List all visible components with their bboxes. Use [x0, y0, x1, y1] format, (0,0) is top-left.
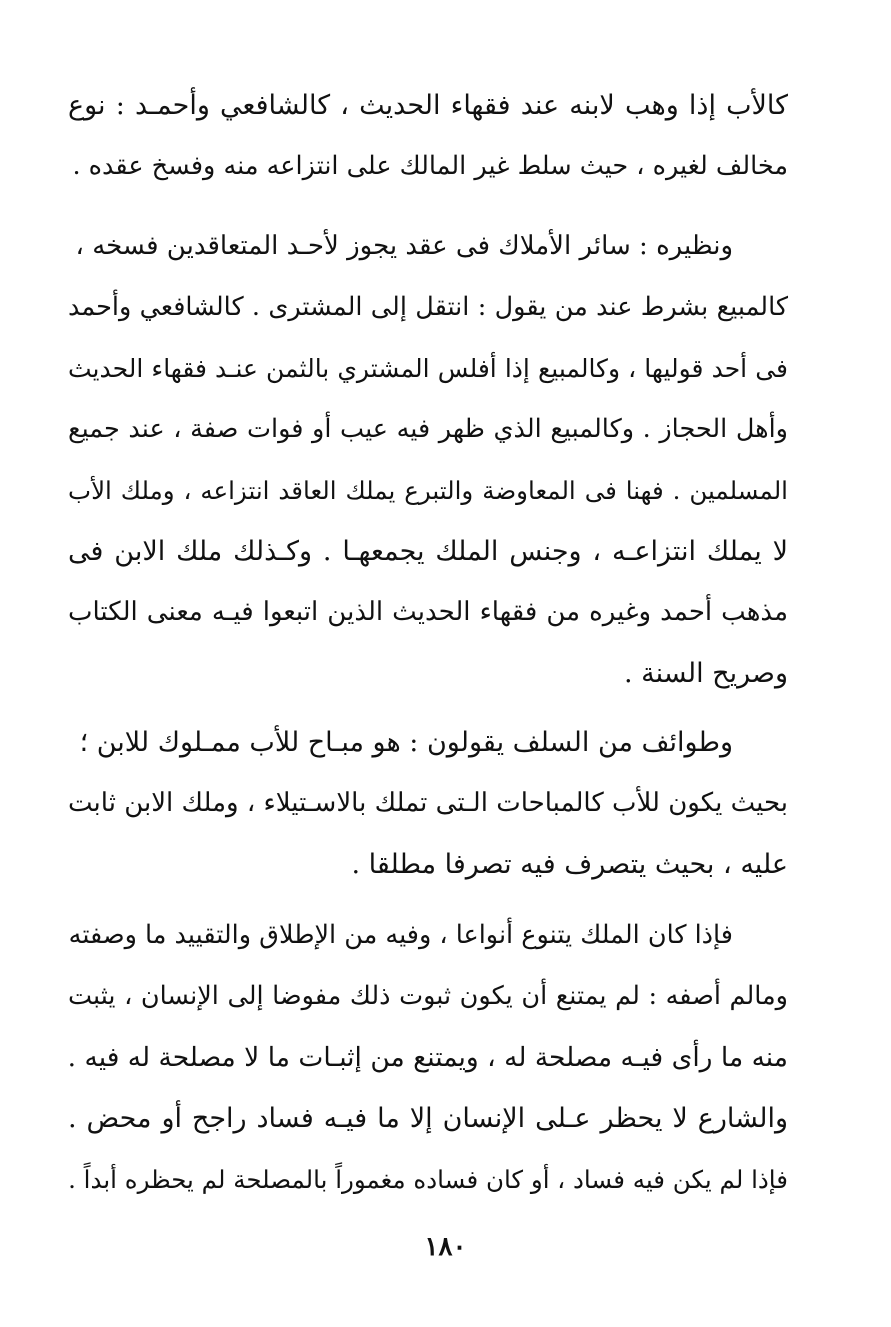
paragraph-3 — [68, 712, 788, 895]
text-line: كالأب إذا وهب لابنه عند فقهاء الحديث ، كالشافعي وأحمـد : نوع — [68, 90, 788, 121]
text-line: مخالف لغيره ، حيث سلط غير المالك على انتزاعه منه وفسخ عقده . — [72, 151, 788, 181]
text-line: فإذا كان الملك يتنوع أنواعا ، وفيه من الإطلاق والتقييد ما وصفته — [68, 920, 733, 950]
text-line: كالمبيع بشرط عند من يقول : انتقل إلى المشترى . كالشافعي وأحمد — [68, 292, 788, 322]
text-line: بحيث يكون للأب كالمباحات الـتى تملك بالاسـتيلاء ، وملك الابن ثابت — [68, 788, 788, 818]
text-line: ونظيره : سائر الأملاك فى عقد يجوز لأحـد المتعاقدين فسخه ، — [75, 231, 733, 261]
text-line: فى أحد قوليها ، وكالمبيع إذا أفلس المشتري بالثمن عنـد فقهاء الحديث — [68, 354, 788, 383]
text-line: والشارع لا يحظر عـلى الإنسان إلا ما فيـه فساد راجح أو محض . — [68, 1103, 788, 1134]
text-line: وأهل الحجاز . وكالمبيع الذي ظهر فيه عيب أو فوات صفة ، عند جميع — [68, 414, 788, 444]
text-line: عليه ، بحيث يتصرف فيه تصرفا مطلقا . — [351, 849, 788, 880]
text-line: منه ما رأى فيـه مصلحة له ، ويمتنع من إثبـات ما لا مصلحة له فيه . — [67, 1042, 788, 1073]
text-line: فإذا لم يكن فيه فساد ، أو كان فساده مغموراً بالمصلحة لم يحظره أبداً . — [68, 1165, 788, 1194]
text-line: لا يملك انتزاعـه ، وجنس الملك يجمعهـا . وكـذلك ملك الابن فى — [68, 536, 788, 567]
paragraph-4 — [68, 905, 788, 1210]
text-line: مذهب أحمد وغيره من فقهاء الحديث الذين اتبعوا فيـه معنى الكتاب — [68, 597, 788, 627]
text-line: وصريح السنة . — [624, 658, 788, 689]
text-line: ومالم أصفه : لم يمتنع أن يكون ثبوت ذلك مفوضا إلى الإنسان ، يثبت — [68, 981, 788, 1011]
text-line: المسلمين . فهنا فى المعاوضة والتبرع يملك العاقد انتزاعه ، وملك الأب — [68, 476, 788, 505]
paragraph-2 — [68, 216, 788, 704]
paragraph-1 — [68, 75, 788, 197]
text-line: وطوائف من السلف يقولون : هو مبـاح للأب ممـلوك للابن ؛ — [79, 727, 733, 758]
page-number: ١٨٠ — [424, 1232, 467, 1262]
